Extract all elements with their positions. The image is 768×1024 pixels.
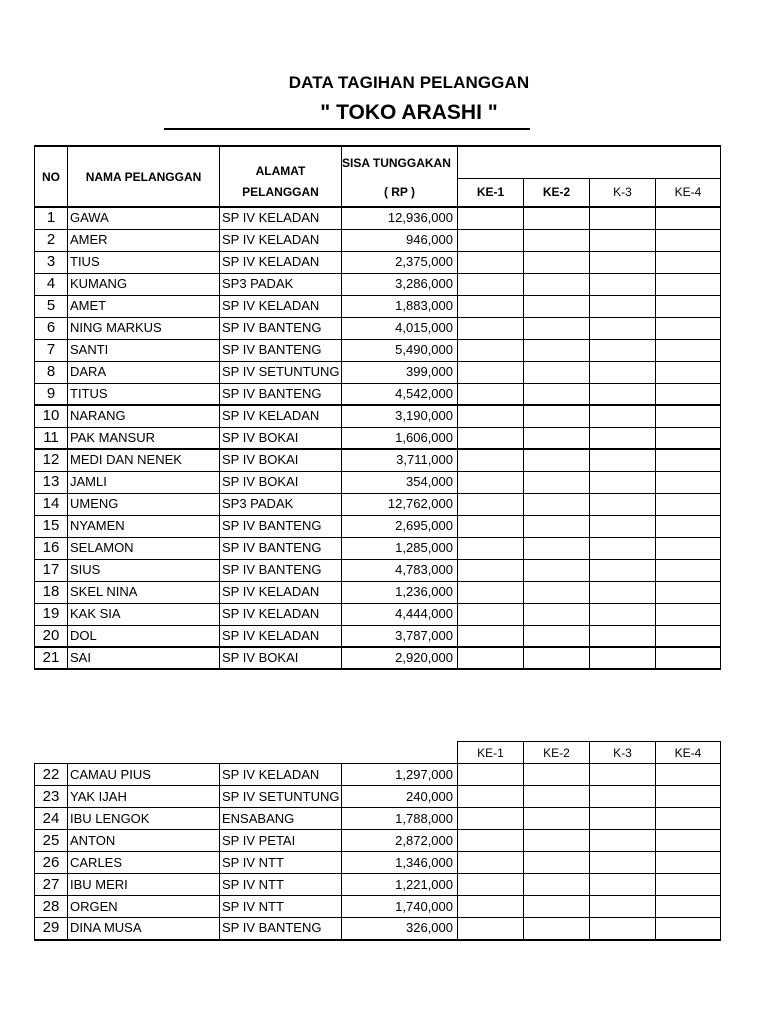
payment-ke2 (524, 896, 590, 918)
payment-ke2 (524, 786, 590, 808)
payment-k3 (590, 273, 656, 295)
payment-ke1 (458, 317, 524, 339)
payment-ke4 (656, 764, 721, 786)
row-number: 25 (35, 830, 68, 852)
payment-ke2 (524, 918, 590, 940)
outstanding-amount: 4,542,000 (342, 383, 458, 405)
header-alamat-2: PELANGGAN (220, 178, 342, 207)
table-row (35, 559, 721, 581)
payment-ke4 (656, 786, 721, 808)
payment-ke1 (458, 830, 524, 852)
header-k3-bottom: K-3 (590, 742, 656, 764)
table-row (35, 515, 721, 537)
payment-ke4 (656, 317, 721, 339)
payment-ke4 (656, 808, 721, 830)
payment-k3 (590, 427, 656, 449)
outstanding-amount: 4,783,000 (342, 559, 458, 581)
row-number: 6 (35, 317, 68, 339)
table-row (35, 471, 721, 493)
payment-ke1 (458, 427, 524, 449)
outstanding-amount: 2,695,000 (342, 515, 458, 537)
outstanding-amount: 12,762,000 (342, 493, 458, 515)
outstanding-amount: 1,285,000 (342, 537, 458, 559)
table-row (35, 852, 721, 874)
table-row (35, 427, 721, 449)
payment-ke1 (458, 896, 524, 918)
customer-address: SP IV KELADAN (220, 603, 342, 625)
outstanding-amount: 2,375,000 (342, 251, 458, 273)
payment-k3 (590, 537, 656, 559)
outstanding-amount: 399,000 (342, 361, 458, 383)
table-row (35, 361, 721, 383)
table-row (35, 874, 721, 896)
table-row (35, 918, 721, 940)
table-row (35, 317, 721, 339)
payment-ke1 (458, 647, 524, 669)
customer-address: SP IV KELADAN (220, 405, 342, 427)
payment-ke2 (524, 537, 590, 559)
table-row (35, 896, 721, 918)
row-number: 27 (35, 874, 68, 896)
payment-ke2 (524, 559, 590, 581)
payment-ke1 (458, 603, 524, 625)
outstanding-amount: 4,015,000 (342, 317, 458, 339)
payment-k3 (590, 229, 656, 251)
customer-name: IBU MERI (68, 874, 220, 896)
customer-address: SP3 PADAK (220, 493, 342, 515)
payment-k3 (590, 471, 656, 493)
row-number: 17 (35, 559, 68, 581)
header-payment-group (458, 146, 721, 178)
customer-address: SP IV BANTENG (220, 559, 342, 581)
payment-ke1 (458, 383, 524, 405)
payment-ke4 (656, 830, 721, 852)
header-k3: K-3 (590, 178, 656, 207)
customer-name: CAMAU PIUS (68, 764, 220, 786)
customer-address: SP IV NTT (220, 896, 342, 918)
customer-address: SP IV KELADAN (220, 625, 342, 647)
payment-ke2 (524, 251, 590, 273)
payment-ke4 (656, 207, 721, 229)
payment-k3 (590, 493, 656, 515)
payment-k3 (590, 207, 656, 229)
payment-ke4 (656, 647, 721, 669)
table-row (35, 295, 721, 317)
payment-ke2 (524, 273, 590, 295)
table-row (35, 764, 721, 786)
table-row (35, 625, 721, 647)
title-underline (164, 128, 530, 130)
customer-name: CARLES (68, 852, 220, 874)
customer-name: DOL (68, 625, 220, 647)
row-number: 28 (35, 896, 68, 918)
payment-k3 (590, 764, 656, 786)
payment-ke4 (656, 493, 721, 515)
payment-ke1 (458, 405, 524, 427)
table-row (35, 581, 721, 603)
payment-ke4 (656, 427, 721, 449)
row-number: 1 (35, 207, 68, 229)
row-number: 29 (35, 918, 68, 940)
customer-name: NING MARKUS (68, 317, 220, 339)
payment-ke4 (656, 559, 721, 581)
customer-address: SP IV BOKAI (220, 427, 342, 449)
row-number: 11 (35, 427, 68, 449)
outstanding-amount: 1,236,000 (342, 581, 458, 603)
customer-name: NARANG (68, 405, 220, 427)
payment-k3 (590, 830, 656, 852)
customer-address: SP IV BOKAI (220, 449, 342, 471)
payment-ke1 (458, 339, 524, 361)
row-number: 26 (35, 852, 68, 874)
customer-name: ANTON (68, 830, 220, 852)
row-number: 8 (35, 361, 68, 383)
customer-address: SP IV BOKAI (220, 647, 342, 669)
customer-address: SP IV NTT (220, 852, 342, 874)
row-number: 16 (35, 537, 68, 559)
payment-k3 (590, 786, 656, 808)
customer-address: SP IV KELADAN (220, 295, 342, 317)
customer-name: MEDI DAN NENEK (68, 449, 220, 471)
row-number: 21 (35, 647, 68, 669)
payment-k3 (590, 603, 656, 625)
customer-address: SP3 PADAK (220, 273, 342, 295)
payment-ke4 (656, 515, 721, 537)
customer-name: ORGEN (68, 896, 220, 918)
row-number: 7 (35, 339, 68, 361)
row-number: 24 (35, 808, 68, 830)
header-sisa-1: SISA TUNGGAKAN (342, 146, 458, 178)
payment-ke4 (656, 361, 721, 383)
payment-k3 (590, 918, 656, 940)
row-number: 18 (35, 581, 68, 603)
table-row (35, 251, 721, 273)
outstanding-amount: 240,000 (342, 786, 458, 808)
payment-ke1 (458, 786, 524, 808)
customer-name: SAI (68, 647, 220, 669)
customer-name: TIUS (68, 251, 220, 273)
header-nama: NAMA PELANGGAN (68, 146, 220, 207)
outstanding-amount: 5,490,000 (342, 339, 458, 361)
outstanding-amount: 946,000 (342, 229, 458, 251)
row-number: 4 (35, 273, 68, 295)
payment-ke4 (656, 581, 721, 603)
customer-address: SP IV BANTENG (220, 537, 342, 559)
document-title: DATA TAGIHAN PELANGGAN (288, 73, 530, 92)
table-row (35, 449, 721, 471)
payment-ke4 (656, 229, 721, 251)
outstanding-amount: 3,190,000 (342, 405, 458, 427)
payment-ke2 (524, 493, 590, 515)
table-row (35, 207, 721, 229)
blank-cell (342, 742, 458, 764)
payment-ke4 (656, 603, 721, 625)
payment-ke2 (524, 764, 590, 786)
payment-ke1 (458, 874, 524, 896)
customer-name: PAK MANSUR (68, 427, 220, 449)
outstanding-amount: 3,787,000 (342, 625, 458, 647)
customer-address: SP IV KELADAN (220, 207, 342, 229)
customer-name: AMET (68, 295, 220, 317)
table-row (35, 830, 721, 852)
store-name: " TOKO ARASHI " (320, 101, 498, 124)
payment-ke2 (524, 808, 590, 830)
payment-ke2 (524, 449, 590, 471)
payment-ke4 (656, 449, 721, 471)
blank-cell (35, 742, 68, 764)
row-number: 20 (35, 625, 68, 647)
payment-ke2 (524, 427, 590, 449)
table-row (35, 405, 721, 427)
billing-table-top (34, 145, 721, 670)
customer-name: NYAMEN (68, 515, 220, 537)
payment-ke1 (458, 207, 524, 229)
header-ke4-bottom: KE-4 (656, 742, 721, 764)
customer-name: KAK SIA (68, 603, 220, 625)
outstanding-amount: 326,000 (342, 918, 458, 940)
payment-ke4 (656, 471, 721, 493)
outstanding-amount: 1,346,000 (342, 852, 458, 874)
payment-k3 (590, 383, 656, 405)
payment-k3 (590, 515, 656, 537)
customer-name: SANTI (68, 339, 220, 361)
customer-name: GAWA (68, 207, 220, 229)
payment-ke1 (458, 251, 524, 273)
payment-ke1 (458, 918, 524, 940)
table-row (35, 273, 721, 295)
row-number: 10 (35, 405, 68, 427)
header-row-bottom (35, 742, 721, 764)
payment-k3 (590, 361, 656, 383)
payment-ke4 (656, 918, 721, 940)
payment-ke2 (524, 647, 590, 669)
customer-address: SP IV BANTENG (220, 383, 342, 405)
customer-name: DINA MUSA (68, 918, 220, 940)
customer-name: UMENG (68, 493, 220, 515)
payment-ke2 (524, 317, 590, 339)
outstanding-amount: 1,883,000 (342, 295, 458, 317)
payment-ke2 (524, 581, 590, 603)
payment-ke1 (458, 852, 524, 874)
customer-address: SP IV KELADAN (220, 764, 342, 786)
payment-ke2 (524, 361, 590, 383)
payment-k3 (590, 339, 656, 361)
payment-ke4 (656, 295, 721, 317)
customer-address: SP IV SETUNTUNG (220, 361, 342, 383)
payment-k3 (590, 852, 656, 874)
payment-ke2 (524, 515, 590, 537)
payment-ke4 (656, 339, 721, 361)
outstanding-amount: 1,221,000 (342, 874, 458, 896)
payment-k3 (590, 405, 656, 427)
customer-name: YAK IJAH (68, 786, 220, 808)
payment-k3 (590, 581, 656, 603)
table-row (35, 603, 721, 625)
payment-ke2 (524, 229, 590, 251)
header-no: NO (35, 146, 68, 207)
payment-k3 (590, 295, 656, 317)
outstanding-amount: 1,788,000 (342, 808, 458, 830)
table-row (35, 229, 721, 251)
customer-name: SKEL NINA (68, 581, 220, 603)
header-sisa-2: ( RP ) (342, 178, 458, 207)
payment-ke4 (656, 537, 721, 559)
header-ke1-bottom: KE-1 (458, 742, 524, 764)
payment-ke1 (458, 537, 524, 559)
payment-ke2 (524, 405, 590, 427)
billing-table-bottom (34, 741, 721, 941)
payment-ke1 (458, 229, 524, 251)
payment-ke4 (656, 383, 721, 405)
customer-address: ENSABANG (220, 808, 342, 830)
customer-address: SP IV PETAI (220, 830, 342, 852)
payment-ke1 (458, 273, 524, 295)
payment-ke1 (458, 361, 524, 383)
outstanding-amount: 3,711,000 (342, 449, 458, 471)
blank-cell (220, 742, 342, 764)
customer-address: SP IV BANTENG (220, 317, 342, 339)
row-number: 23 (35, 786, 68, 808)
blank-cell (68, 742, 220, 764)
customer-address: SP IV BANTENG (220, 515, 342, 537)
header-ke4: KE-4 (656, 178, 721, 207)
customer-name: JAMLI (68, 471, 220, 493)
customer-address: SP IV BANTENG (220, 918, 342, 940)
customer-name: AMER (68, 229, 220, 251)
customer-name: IBU LENGOK (68, 808, 220, 830)
payment-ke4 (656, 852, 721, 874)
payment-k3 (590, 317, 656, 339)
payment-ke2 (524, 339, 590, 361)
payment-ke1 (458, 559, 524, 581)
table-row (35, 537, 721, 559)
outstanding-amount: 1,740,000 (342, 896, 458, 918)
outstanding-amount: 4,444,000 (342, 603, 458, 625)
customer-address: SP IV NTT (220, 874, 342, 896)
table-row (35, 339, 721, 361)
payment-ke4 (656, 625, 721, 647)
payment-ke1 (458, 515, 524, 537)
row-number: 2 (35, 229, 68, 251)
payment-ke2 (524, 625, 590, 647)
payment-ke2 (524, 603, 590, 625)
payment-ke2 (524, 207, 590, 229)
payment-ke1 (458, 764, 524, 786)
payment-k3 (590, 808, 656, 830)
outstanding-amount: 3,286,000 (342, 273, 458, 295)
customer-address: SP IV BANTENG (220, 339, 342, 361)
customer-name: SELAMON (68, 537, 220, 559)
payment-k3 (590, 896, 656, 918)
payment-k3 (590, 449, 656, 471)
table-row (35, 383, 721, 405)
payment-ke2 (524, 852, 590, 874)
payment-ke1 (458, 581, 524, 603)
outstanding-amount: 1,297,000 (342, 764, 458, 786)
row-number: 15 (35, 515, 68, 537)
payment-ke1 (458, 625, 524, 647)
payment-ke1 (458, 449, 524, 471)
payment-ke2 (524, 383, 590, 405)
payment-ke2 (524, 471, 590, 493)
payment-ke1 (458, 808, 524, 830)
outstanding-amount: 354,000 (342, 471, 458, 493)
table-row (35, 647, 721, 669)
payment-ke1 (458, 471, 524, 493)
payment-ke4 (656, 896, 721, 918)
customer-name: TITUS (68, 383, 220, 405)
header-ke2-bottom: KE-2 (524, 742, 590, 764)
outstanding-amount: 2,872,000 (342, 830, 458, 852)
payment-ke4 (656, 273, 721, 295)
customer-address: SP IV KELADAN (220, 581, 342, 603)
row-number: 22 (35, 764, 68, 786)
payment-k3 (590, 625, 656, 647)
outstanding-amount: 1,606,000 (342, 427, 458, 449)
customer-address: SP IV KELADAN (220, 251, 342, 273)
payment-ke1 (458, 295, 524, 317)
row-number: 12 (35, 449, 68, 471)
payment-k3 (590, 874, 656, 896)
payment-ke4 (656, 405, 721, 427)
payment-ke2 (524, 830, 590, 852)
payment-k3 (590, 647, 656, 669)
customer-address: SP IV SETUNTUNG (220, 786, 342, 808)
customer-name: KUMANG (68, 273, 220, 295)
row-number: 19 (35, 603, 68, 625)
row-number: 3 (35, 251, 68, 273)
row-number: 9 (35, 383, 68, 405)
payment-k3 (590, 559, 656, 581)
table-row (35, 493, 721, 515)
payment-ke4 (656, 874, 721, 896)
payment-ke4 (656, 251, 721, 273)
payment-ke1 (458, 493, 524, 515)
outstanding-amount: 12,936,000 (342, 207, 458, 229)
header-ke2: KE-2 (524, 178, 590, 207)
customer-address: SP IV BOKAI (220, 471, 342, 493)
customer-name: DARA (68, 361, 220, 383)
header-alamat-1: ALAMAT (220, 146, 342, 178)
payment-ke2 (524, 874, 590, 896)
payment-k3 (590, 251, 656, 273)
row-number: 14 (35, 493, 68, 515)
outstanding-amount: 2,920,000 (342, 647, 458, 669)
customer-address: SP IV KELADAN (220, 229, 342, 251)
table-row (35, 786, 721, 808)
row-number: 13 (35, 471, 68, 493)
header-ke1: KE-1 (458, 178, 524, 207)
payment-ke2 (524, 295, 590, 317)
row-number: 5 (35, 295, 68, 317)
table-row (35, 808, 721, 830)
customer-name: SIUS (68, 559, 220, 581)
header-row-1 (35, 146, 721, 178)
